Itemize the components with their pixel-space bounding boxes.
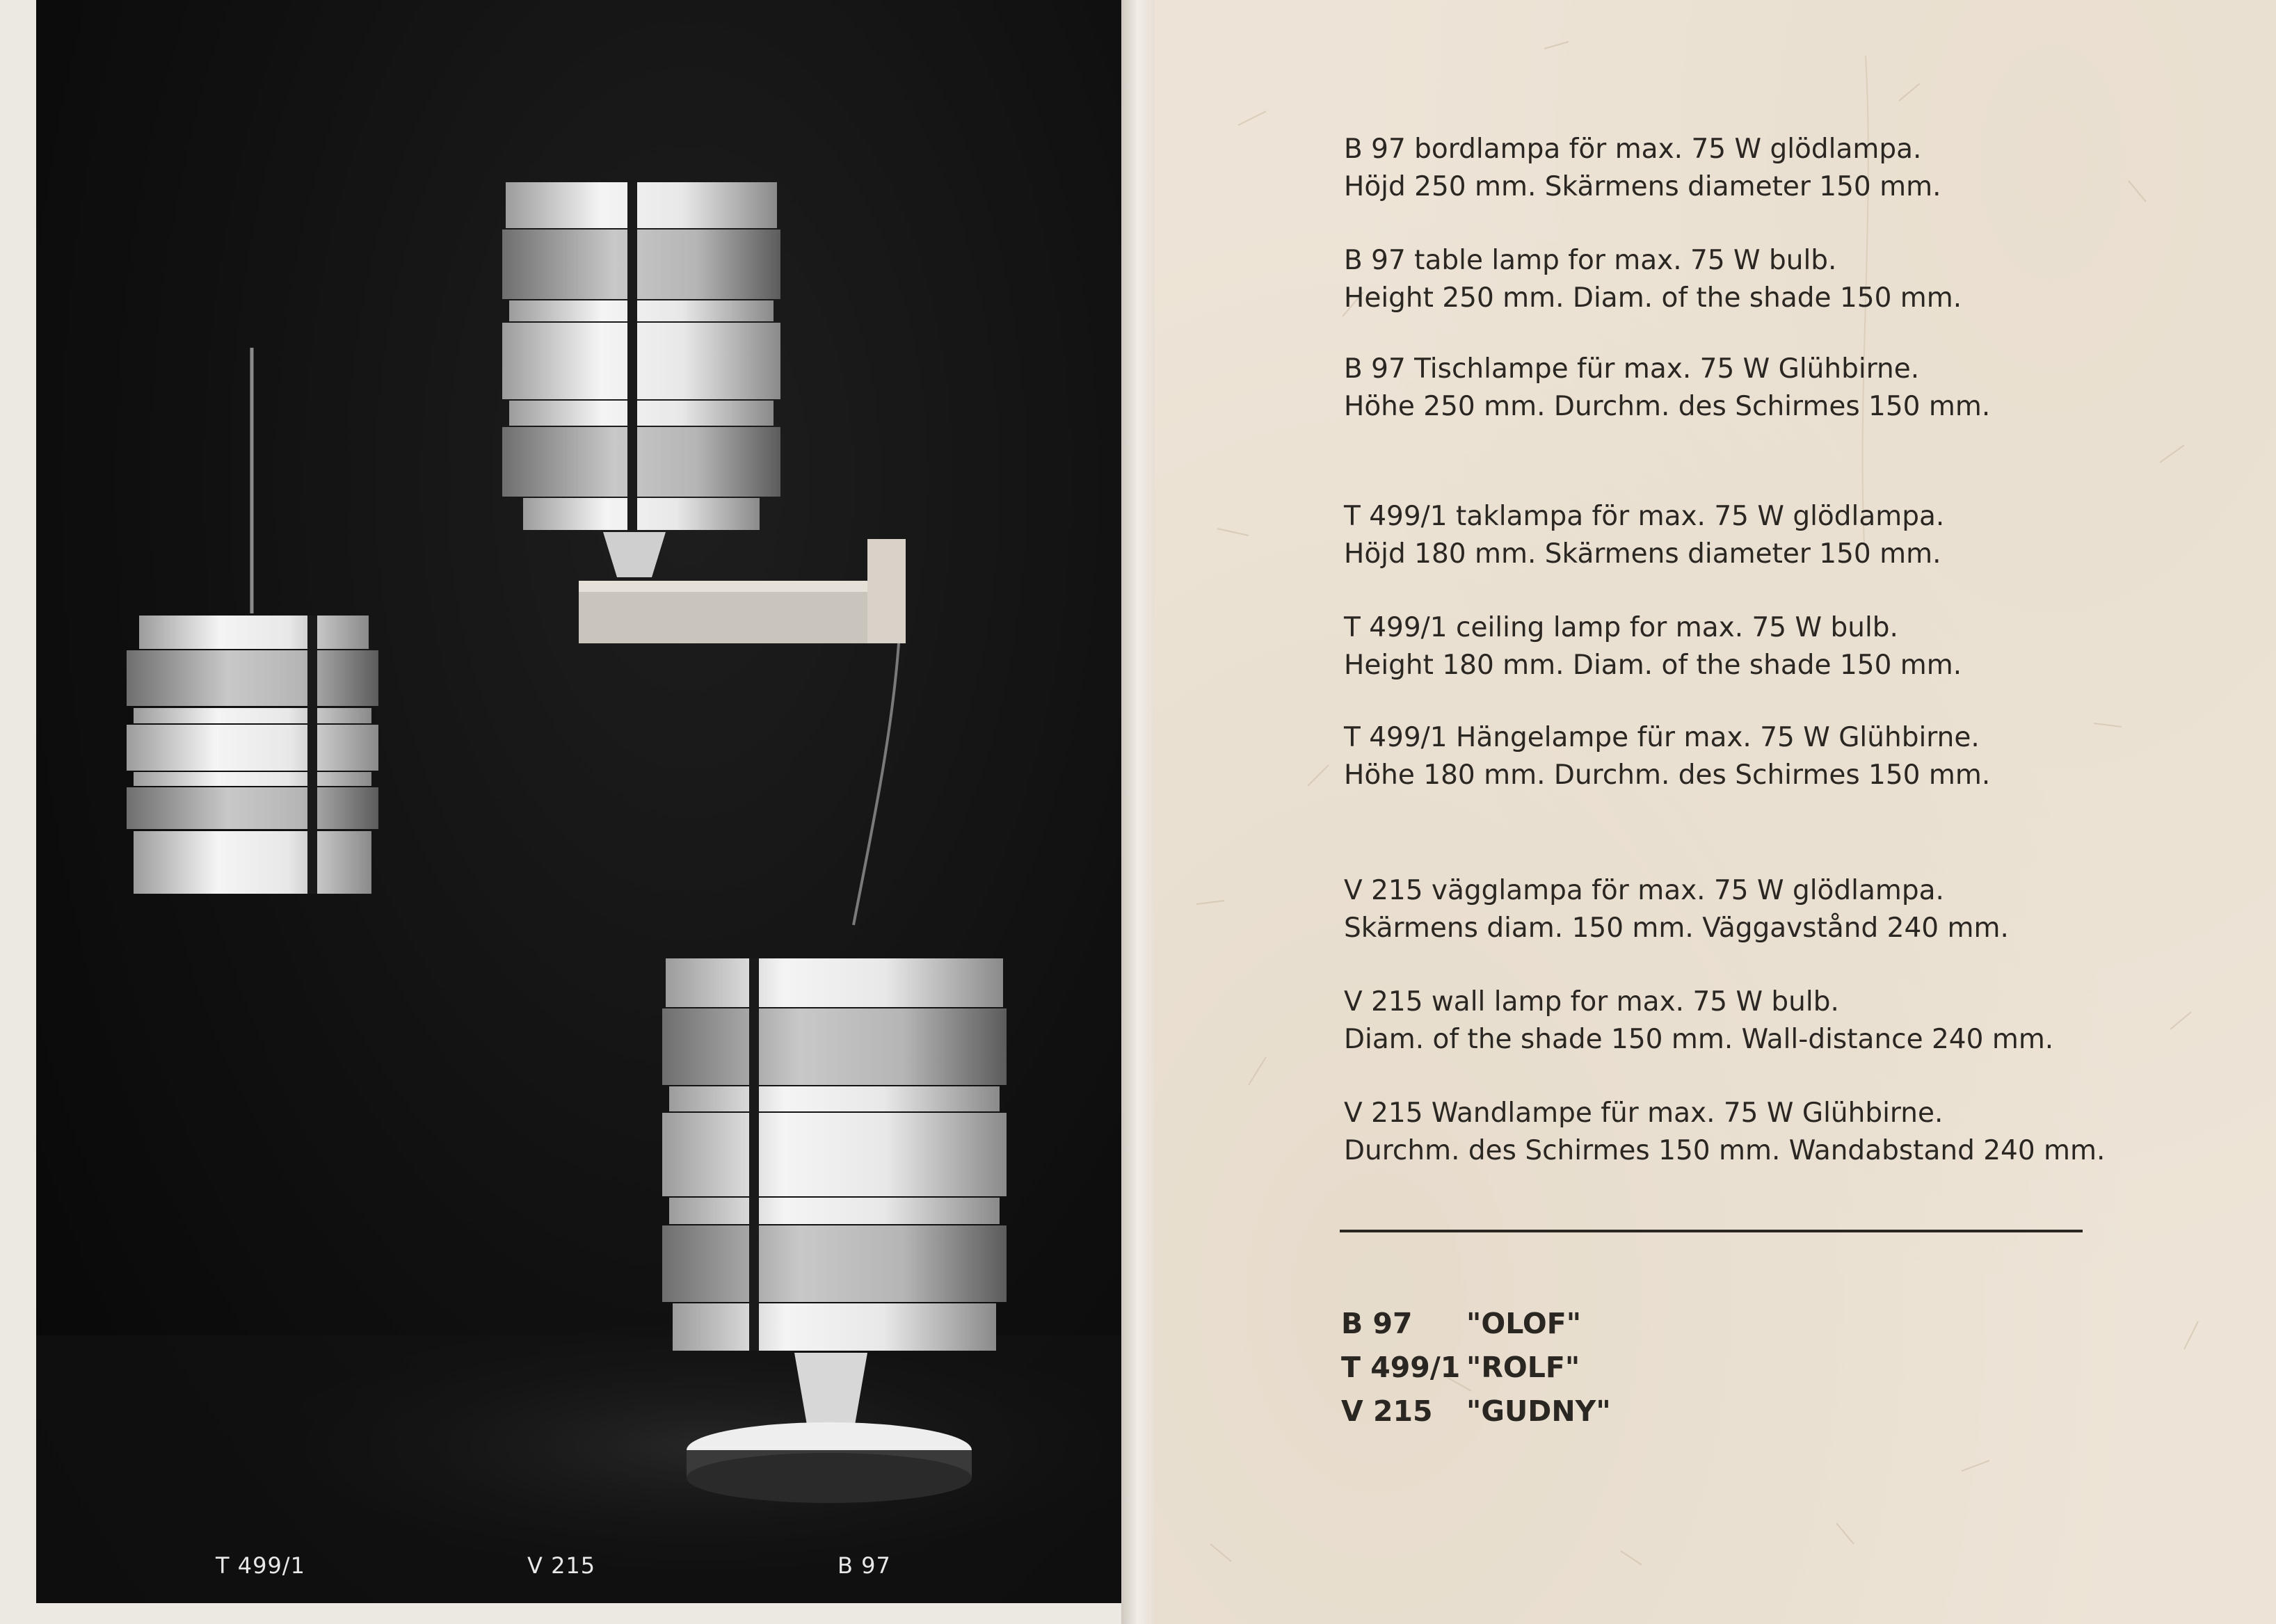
spec-line: B 97 table lamp for max. 75 W bulb.: [1344, 245, 1837, 276]
model-name-row: [1341, 1346, 1611, 1390]
spec-v215-swedish: [1344, 872, 2009, 947]
spec-line: Skärmens diam. 150 mm. Väggavstånd 240 mm.: [1344, 913, 2009, 944]
spec-line: Height 250 mm. Diam. of the shade 150 mm.: [1344, 282, 1962, 314]
spec-b97-english: [1344, 242, 1962, 317]
spec-t499-english: [1344, 609, 1962, 684]
spec-line: T 499/1 Hängelampe für max. 75 W Glühbirne.: [1344, 722, 1980, 753]
spec-line: B 97 bordlampa för max. 75 W glödlampa.: [1344, 134, 1922, 165]
spec-t499-german: [1344, 719, 1990, 794]
spec-line: Höjd 180 mm. Skärmens diameter 150 mm.: [1344, 538, 1941, 570]
spec-t499-swedish: [1344, 498, 1944, 573]
caption-b97: B 97: [838, 1552, 891, 1579]
spec-line: V 215 wall lamp for max. 75 W bulb.: [1344, 986, 1839, 1018]
spec-line: V 215 Wandlampe für max. 75 W Glühbirne.: [1344, 1098, 1944, 1129]
divider-rule: [1340, 1230, 2083, 1232]
spec-line: V 215 vägglampa för max. 75 W glödlampa.: [1344, 875, 1944, 906]
spec-b97-swedish: [1344, 131, 1941, 206]
lamps-illustration: [36, 0, 1121, 1603]
model-code: T 499/1: [1341, 1351, 1461, 1384]
caption-v215: V 215: [527, 1552, 596, 1579]
spec-line: B 97 Tischlampe für max. 75 W Glühbirne.: [1344, 353, 1920, 385]
model-name-row: [1341, 1390, 1611, 1433]
spec-line: T 499/1 ceiling lamp for max. 75 W bulb.: [1344, 612, 1898, 643]
spec-line: Durchm. des Schirmes 150 mm. Wandabstand 240 mm.: [1344, 1135, 2106, 1166]
text-page: [1155, 0, 2276, 1624]
model-name: "GUDNY": [1466, 1394, 1611, 1428]
spec-line: Höjd 250 mm. Skärmens diameter 150 mm.: [1344, 171, 1941, 202]
spec-v215-english: [1344, 983, 2053, 1059]
spec-line: Höhe 250 mm. Durchm. des Schirmes 150 mm.: [1344, 391, 1991, 422]
spec-line: Diam. of the shade 150 mm. Wall-distance 240 mm.: [1344, 1024, 2054, 1055]
model-code: V 215: [1341, 1394, 1433, 1428]
wall-lamp: [502, 182, 906, 925]
model-code: B 97: [1341, 1307, 1413, 1340]
pendant-lamp: [127, 348, 378, 894]
model-name-row: [1341, 1302, 1611, 1346]
spec-line: T 499/1 taklampa för max. 75 W glödlampa.: [1344, 501, 1945, 532]
spec-v215-german: [1344, 1095, 2105, 1170]
lamp-photograph: [36, 0, 1121, 1603]
spec-line: Height 180 mm. Diam. of the shade 150 mm.: [1344, 650, 1962, 681]
caption-t499: T 499/1: [216, 1552, 305, 1579]
model-name: "ROLF": [1466, 1351, 1580, 1384]
model-name: "OLOF": [1466, 1307, 1582, 1340]
model-names-list: [1341, 1302, 1611, 1433]
spec-b97-german: [1344, 351, 1990, 426]
spec-line: Höhe 180 mm. Durchm. des Schirmes 150 mm.: [1344, 759, 1991, 791]
